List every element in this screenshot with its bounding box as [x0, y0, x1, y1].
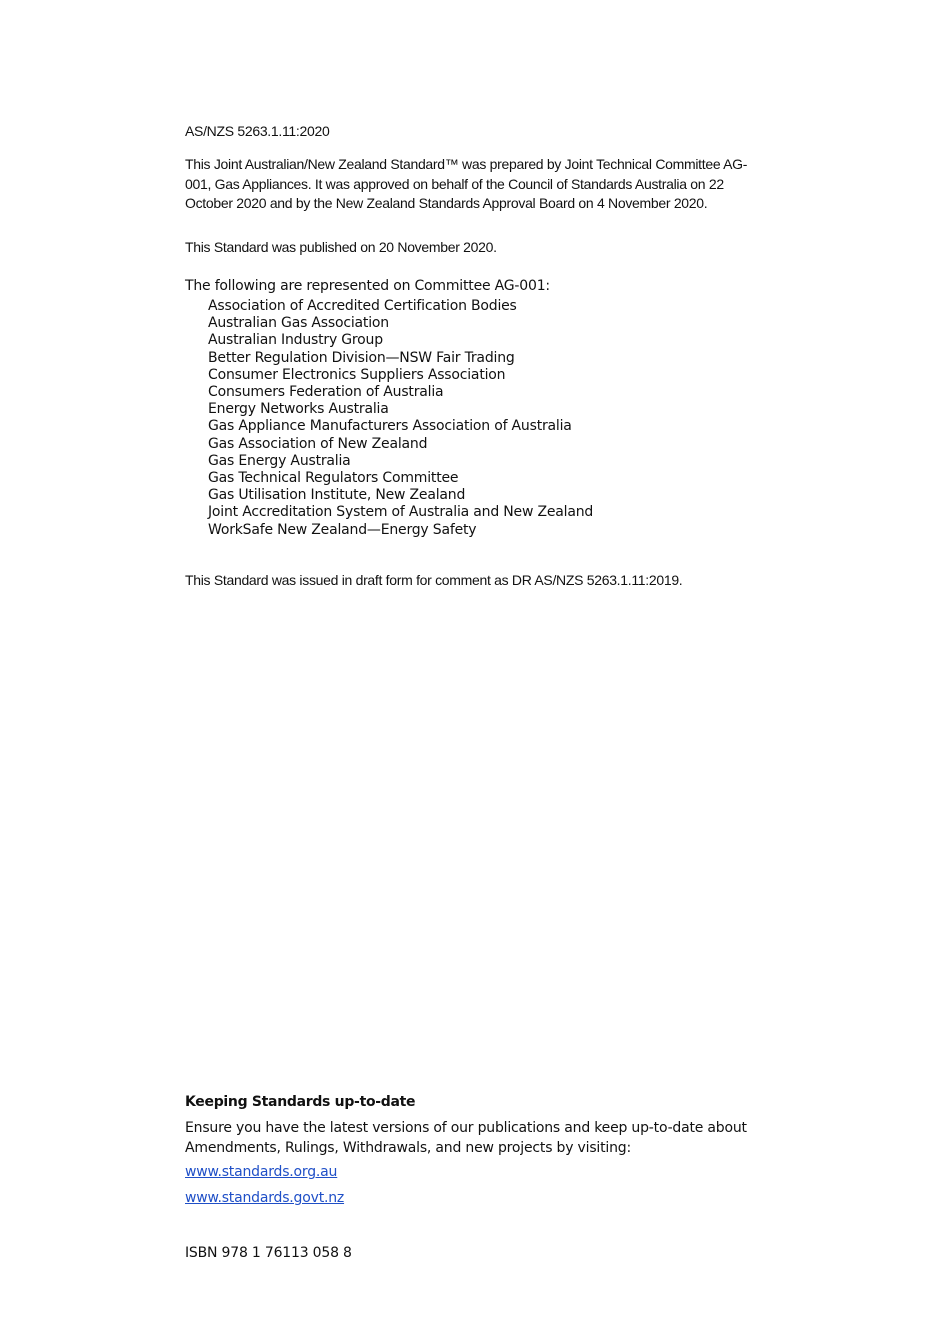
- standards-nz-link[interactable]: www.standards.govt.nz: [185, 1190, 345, 1206]
- committee-member: Energy Networks Australia: [208, 401, 389, 418]
- committee-member: WorkSafe New Zealand—Energy Safety: [208, 521, 477, 538]
- committee-member: Association of Accredited Certification Bodies: [208, 298, 517, 314]
- published-date-line: This Standard was published on 20 November 2020.: [185, 239, 497, 255]
- committee-intro: The following are represented on Committee AG-001:: [185, 278, 550, 294]
- committee-member: Australian Industry Group: [208, 332, 383, 349]
- standard-number: AS/NZS 5263.1.11:2020: [185, 123, 330, 139]
- committee-member: Consumers Federation of Australia: [208, 384, 444, 401]
- standards-au-link[interactable]: www.standards.org.au: [185, 1164, 338, 1180]
- committee-member: Gas Utilisation Institute, New Zealand: [208, 487, 466, 504]
- uptodate-heading: Keeping Standards up-to-date: [185, 1094, 416, 1110]
- committee-member: Joint Accreditation System of Australia and New Zealand: [208, 504, 594, 521]
- committee-member: Consumer Electronics Suppliers Association: [208, 366, 506, 383]
- committee-member: Australian Gas Association: [208, 315, 389, 332]
- isbn-line: ISBN 978 1 76113 058 8: [185, 1245, 352, 1261]
- committee-member: Better Regulation Division—NSW Fair Trading: [208, 349, 515, 366]
- draft-comment-line: This Standard was issued in draft form for comment as DR AS/NZS 5263.1.11:2019.: [185, 572, 683, 588]
- approval-paragraph: This Joint Australian/New Zealand Standard™ was prepared by Joint Technical Committee AG-001, Gas Appliances. It was approved on behalf of the Council of Standards Australia on 22 October 2020 and by the New Zealand Standards Approval Board on 4 November 2020.: [185, 156, 748, 211]
- committee-member-list: [208, 298, 593, 539]
- committee-member: Gas Technical Regulators Committee: [208, 470, 459, 487]
- committee-member: Gas Energy Australia: [208, 452, 351, 469]
- committee-member: Gas Association of New Zealand: [208, 435, 428, 452]
- uptodate-text: Ensure you have the latest versions of our publications and keep up-to-date about Amendments, Rulings, Withdrawals, and new projects by visiting:: [185, 1120, 747, 1156]
- committee-member: Gas Appliance Manufacturers Association of Australia: [208, 418, 572, 435]
